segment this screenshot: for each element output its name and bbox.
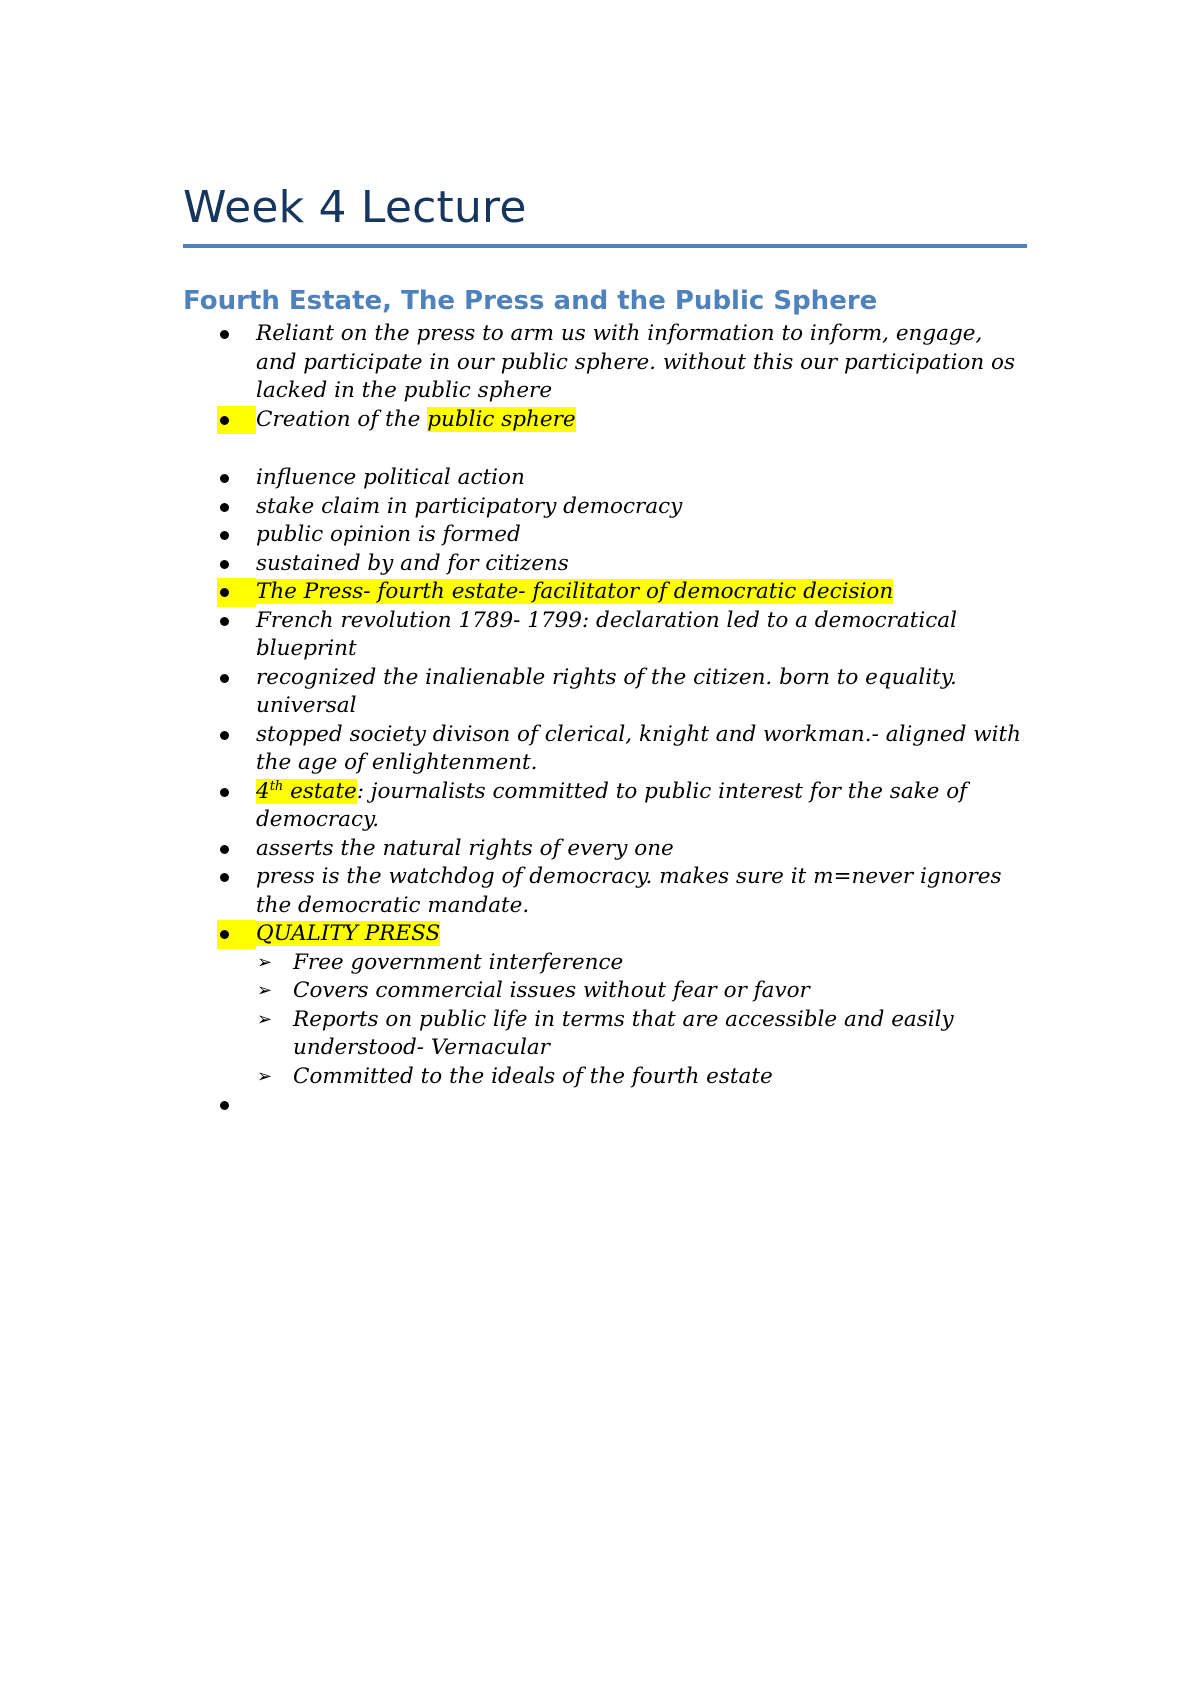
arrow-bullet-icon: ➢ <box>257 980 273 1001</box>
bullet-icon <box>220 320 256 349</box>
ordinal-suffix: th <box>269 778 284 794</box>
document-title: Week 4 Lecture <box>183 182 527 233</box>
list-item <box>0 521 1027 550</box>
empty-line <box>0 434 1200 464</box>
list-item-text: Reports on public life in terms that are accessible and easily understood- Vernacular <box>293 1006 954 1060</box>
section-heading: Fourth Estate, The Press and the Public Sphere <box>183 286 878 316</box>
bullet-icon <box>220 464 256 493</box>
list-item <box>0 721 1027 778</box>
bullet-icon <box>220 1091 256 1120</box>
list-item-text: Committed to the ideals of the fourth estate <box>293 1063 773 1089</box>
list-item <box>0 863 1027 920</box>
highlighted-word: estate <box>283 778 357 804</box>
bullet-icon <box>220 664 256 693</box>
arrow-bullet-icon: ➢ <box>257 1008 273 1030</box>
list-item-text <box>256 406 1027 435</box>
highlighted-text <box>256 779 357 804</box>
list-item <box>0 464 1027 493</box>
list-item-text: Reliant on the press to arm us with information to inform, engage, and participate in our public sphere. without this our participation os lacked in the public sphere <box>256 321 1015 403</box>
sub-list-item <box>0 949 1027 978</box>
bullet-icon <box>217 920 256 949</box>
highlighted-text: QUALITY PRESS <box>256 921 441 946</box>
sub-list-item <box>0 1006 1027 1063</box>
list-item-text: stake claim in participatory democracy <box>256 493 683 519</box>
ordinal-number: 4 <box>256 778 270 804</box>
list-item-text: recognized the inalienable rights of the citizen. born to equality. universal <box>256 664 957 718</box>
title-underline <box>183 244 1027 248</box>
bullet-icon <box>220 521 256 550</box>
list-item <box>0 578 1027 607</box>
list-item-text-plain: : journalists committed to public interest for the sake of democracy. <box>256 778 968 832</box>
list-item-text <box>256 920 1027 949</box>
list-item <box>0 320 1027 406</box>
list-item <box>0 920 1027 949</box>
list-item-text: stopped society divison of clerical, knight and workman.- aligned with the age of enlightenment. <box>256 721 1021 775</box>
arrow-bullet-icon: ➢ <box>257 1065 273 1087</box>
list-item-text: press is the watchdog of democracy. makes sure it m=never ignores the democratic mandate. <box>256 864 1002 918</box>
list-item <box>0 664 1027 721</box>
bullet-icon <box>220 835 256 864</box>
bullet-icon <box>220 493 256 522</box>
highlighted-text: public sphere <box>427 406 576 432</box>
highlighted-text: The Press- fourth estate- facilitator of democratic decision <box>256 579 894 604</box>
bullet-icon <box>217 406 256 435</box>
list-item <box>0 493 1027 522</box>
list-item-text <box>256 578 1027 607</box>
list-item-text: asserts the natural rights of every one <box>256 835 674 861</box>
list-item-text: sustained by and for citizens <box>256 550 569 576</box>
list-item-text: French revolution 1789- 1799: declaration led to a democratical blueprint <box>256 607 957 661</box>
list-item-text <box>256 778 1027 835</box>
list-item-text: influence political action <box>256 465 525 490</box>
bullet-icon <box>220 721 256 750</box>
bullet-icon <box>220 778 256 807</box>
list-item <box>0 835 1027 864</box>
empty-list-item <box>0 1091 1027 1120</box>
sub-list-item <box>0 1063 1027 1092</box>
list-item <box>0 607 1027 664</box>
bullet-icon <box>220 607 256 636</box>
list-item-text: Covers commercial issues without fear or favor <box>293 978 810 1003</box>
list-item <box>0 550 1027 579</box>
sub-list-item <box>0 977 1027 1006</box>
list-item-text: Free government interference <box>293 949 624 975</box>
bullet-icon <box>220 550 256 579</box>
list-item-text: public opinion is formed <box>256 522 521 547</box>
list-item-text-plain: Creation of the <box>256 406 428 432</box>
list-item <box>0 406 1027 435</box>
bullet-icon <box>220 863 256 892</box>
bullet-icon <box>217 578 256 607</box>
arrow-bullet-icon: ➢ <box>257 951 273 973</box>
bullet-list <box>0 320 1200 1120</box>
list-item <box>0 778 1027 835</box>
